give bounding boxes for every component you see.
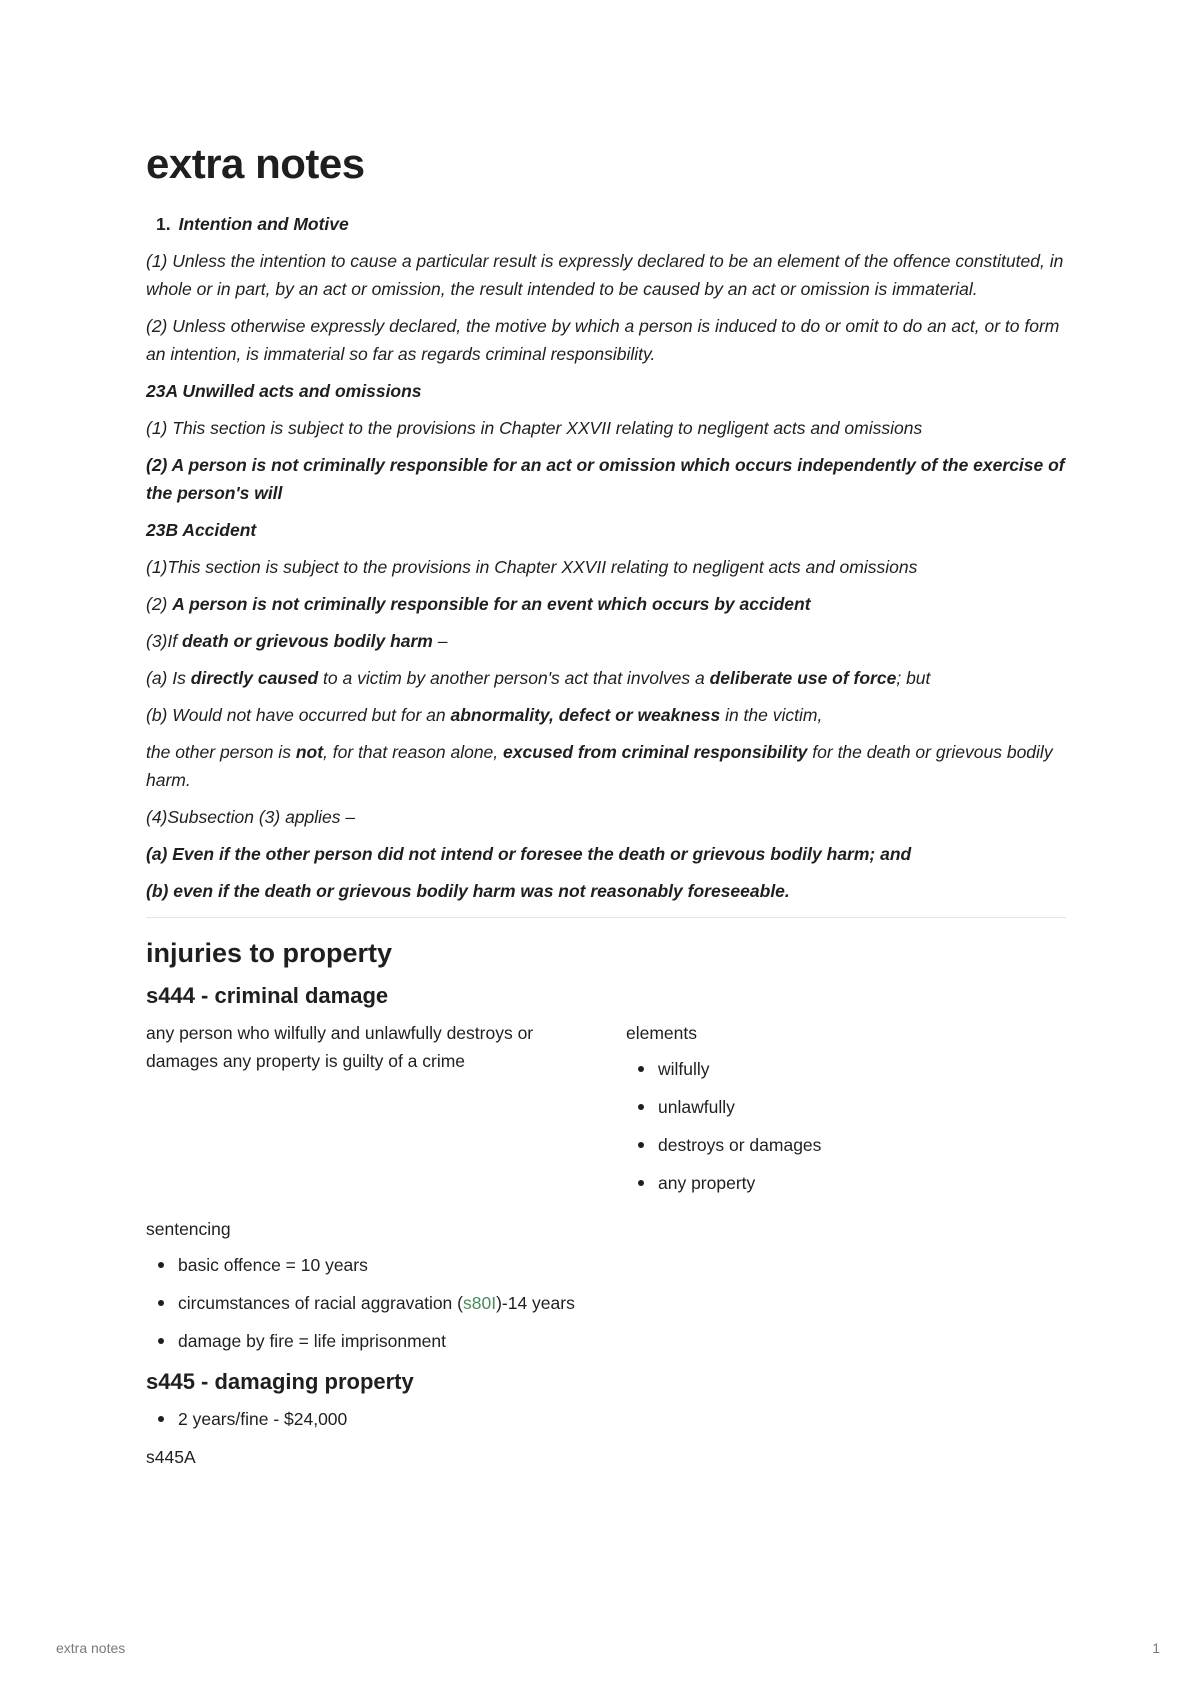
text-run: circumstances of racial aggravation ( [178, 1293, 463, 1313]
paragraph-intention-1: (1) Unless the intention to cause a particular result is expressly declared to be an element of the offence constituted, in whole or in part, by an act or omission, the result intended to be caused by an act or omission is immaterial. [146, 251, 1064, 299]
text-run: to a victim by another person's act that involves a [318, 668, 710, 688]
paragraph-23b-1: (1)This section is subject to the provisions in Chapter XXVII relating to negligent acts and omissions [146, 557, 918, 577]
bold-run: not [295, 742, 324, 762]
list-item: any property [626, 1169, 1046, 1197]
list-number: 1. [156, 214, 171, 234]
paragraph-23b-4b: (b) even if the death or grievous bodily harm was not reasonably foreseeable. [146, 881, 790, 901]
paragraph-23b-3 [146, 627, 1066, 655]
bold-run: abnormality, defect or weakness [450, 705, 721, 725]
sentencing-label: sentencing [146, 1219, 231, 1239]
text-run: – [432, 631, 448, 651]
text-run: (a) Is [146, 668, 191, 688]
heading-23b: 23B Accident [146, 520, 257, 540]
text-run: for the death or grievous bodily harm. [146, 742, 1053, 790]
heading-s445: s445 - damaging property [146, 1369, 414, 1394]
s444-description-column [146, 1019, 586, 1207]
elements-label: elements [626, 1023, 698, 1043]
text-run: , for that reason alone, [323, 742, 504, 762]
list-item: unlawfully [626, 1093, 1046, 1121]
paragraph-23b-4a: (a) Even if the other person did not intend or foresee the death or grievous bodily harm; and [146, 844, 912, 864]
s445a-label: s445A [146, 1447, 196, 1467]
footer-page-number: 1 [1152, 1640, 1160, 1656]
s80i-link[interactable]: s80I [462, 1293, 497, 1313]
heading-injuries-to-property: injuries to property [146, 938, 393, 968]
s444-columns [146, 1019, 1066, 1207]
bold-run: death or grievous bodily harm [181, 631, 433, 651]
paragraph-23a-2: (2) A person is not criminally responsible for an act or omission which occurs independently of the exercise of the person's will [146, 455, 1065, 503]
paragraph-23b-2 [146, 590, 1066, 618]
document-page [146, 140, 1066, 1480]
bold-run: excused from criminal responsibility [503, 742, 808, 762]
s444-elements-column [626, 1019, 1046, 1207]
text-run: in the victim, [720, 705, 823, 725]
numbered-heading-intention [156, 210, 1066, 238]
list-item: basic offence = 10 years [146, 1251, 1066, 1279]
page-title: extra notes [146, 140, 365, 187]
text-run: (b) Would not have occurred but for an [146, 705, 451, 725]
paragraph-23b-4: (4)Subsection (3) applies – [146, 807, 356, 827]
list-item: 2 years/fine - $24,000 [146, 1405, 1066, 1433]
list-item: destroys or damages [626, 1131, 1046, 1159]
paragraph-23b-3a [146, 664, 1066, 692]
text-run: ; but [896, 668, 931, 688]
bold-run: directly caused [190, 668, 319, 688]
heading-s444: s444 - criminal damage [146, 983, 389, 1008]
text-run: (3)If [146, 631, 182, 651]
bold-run: A person is not criminally responsible for an event which occurs by accident [172, 594, 811, 614]
paragraph-23b-3c [146, 738, 1066, 794]
list-item [146, 1289, 1066, 1317]
s445-list [146, 1405, 1066, 1433]
heading-intention-and-motive: Intention and Motive [178, 214, 349, 234]
sentencing-list [146, 1251, 1066, 1355]
s444-description: any person who wilfully and unlawfully destroys or damages any property is guilty of a crime [146, 1023, 534, 1071]
elements-list [626, 1055, 1046, 1197]
paragraph-intention-2: (2) Unless otherwise expressly declared, the motive by which a person is induced to do or omit to do an act, or to form an intention, is immaterial so far as regards criminal responsibility. [146, 316, 1060, 364]
text-run: (2) [146, 594, 173, 614]
paragraph-23b-3b [146, 701, 1066, 729]
bold-run: deliberate use of force [709, 668, 897, 688]
paragraph-23a-1: (1) This section is subject to the provisions in Chapter XXVII relating to negligent acts and omissions [146, 418, 923, 438]
divider [146, 917, 1066, 918]
list-item: wilfully [626, 1055, 1046, 1083]
footer-document-title: extra notes [56, 1640, 126, 1656]
text-run: the other person is [146, 742, 296, 762]
list-item: damage by fire = life imprisonment [146, 1327, 1066, 1355]
text-run: )-14 years [496, 1293, 575, 1313]
heading-23a: 23A Unwilled acts and omissions [146, 381, 422, 401]
